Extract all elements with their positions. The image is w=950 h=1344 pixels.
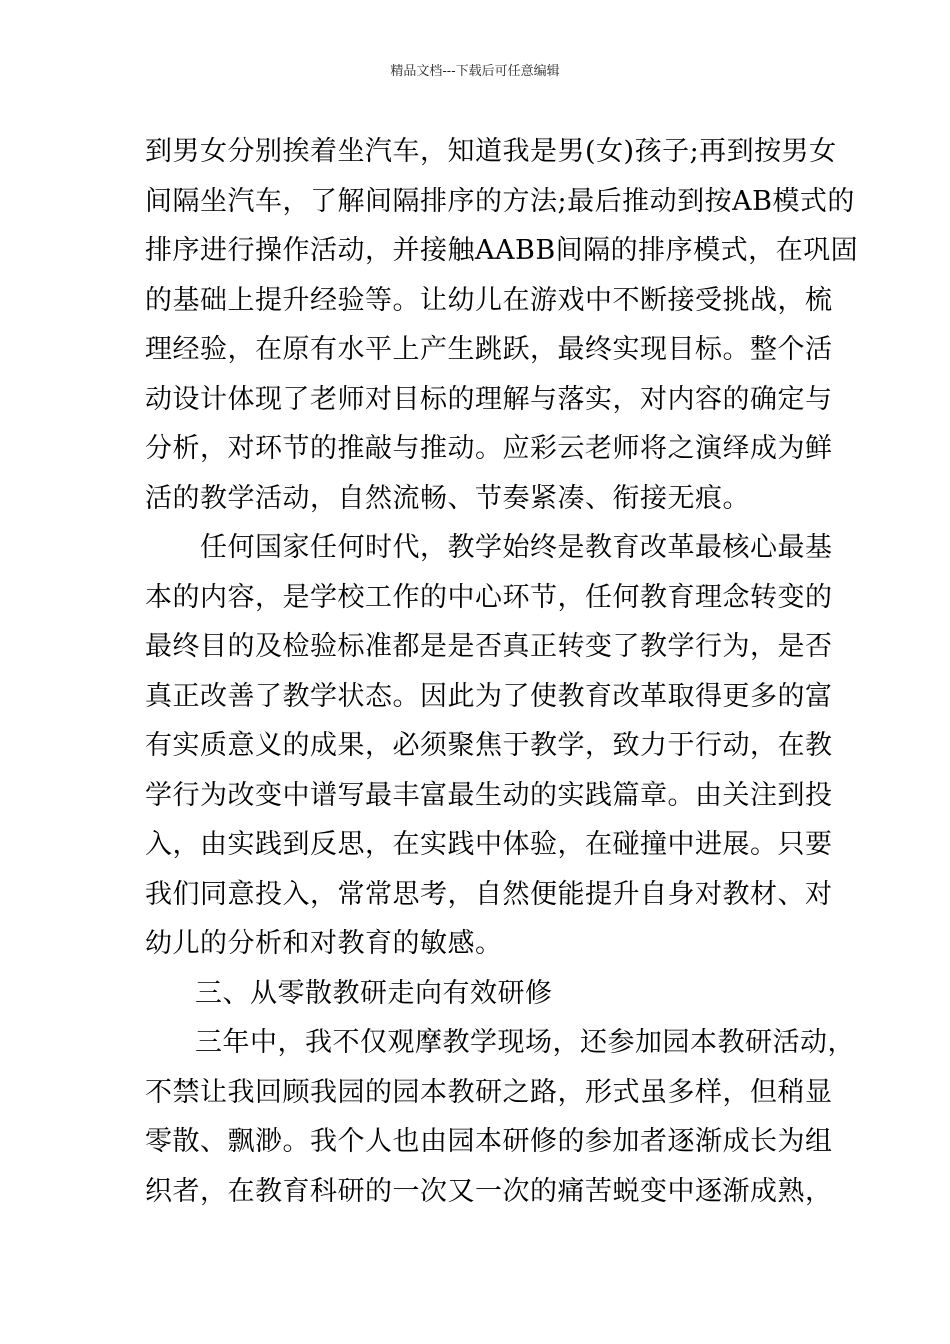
paragraph-start-line: 任何国家任何时代，教学始终是教育改革最核心最基 bbox=[200, 532, 833, 563]
text-line: 最终目的及检验标准都是是否真正转变了教学行为，是否 bbox=[145, 631, 833, 662]
text-line: 零散、飘渺。我个人也由园本研修的参加者逐渐成长为组 bbox=[145, 1126, 833, 1157]
document-body bbox=[145, 127, 859, 1216]
text-line: 间隔坐汽车，了解间隔排序的方法;最后推动到按AB模式的 bbox=[145, 185, 855, 217]
text-line: 活的教学活动，自然流畅、节奏紧凑、衔接无痕。 bbox=[145, 482, 750, 514]
text-line: 织者，在教育科研的一次又一次的痛苦蜕变中逐渐成熟， bbox=[145, 1175, 833, 1207]
text-line: 理经验，在原有水平上产生跳跃，最终实现目标。整个活 bbox=[145, 334, 833, 365]
text-line: 的基础上提升经验等。让幼儿在游戏中不断接受挑战，梳 bbox=[145, 284, 833, 316]
text-line: 真正改善了教学状态。因此为了使教育改革取得更多的富 bbox=[145, 680, 833, 712]
text-line: 我们同意投入，常常思考，自然便能提升自身对教材、对 bbox=[145, 878, 833, 910]
text-line: 有实质意义的成果，必须聚焦于教学，致力于行动，在教 bbox=[145, 730, 833, 761]
text-line: 排序进行操作活动，并接触AABB间隔的排序模式，在巩固 bbox=[145, 235, 859, 266]
text-line: 入，由实践到反思，在实践中体验，在碰撞中进展。只要 bbox=[145, 829, 833, 860]
text-line: 本的内容，是学校工作的中心环节，任何教育理念转变的 bbox=[145, 581, 833, 613]
section-heading: 三、从零散教研走向有效研修 bbox=[195, 977, 553, 1009]
page-header: 精品文档---下载后可任意编辑 bbox=[390, 64, 560, 79]
text-line: 不禁让我回顾我园的园本教研之路，形式虽多样，但稍显 bbox=[145, 1076, 833, 1108]
text-line: 幼儿的分析和对教育的敏感。 bbox=[145, 928, 503, 959]
paragraph-start-line: 三年中，我不仅观摩教学现场，还参加园本教研活动， bbox=[195, 1027, 855, 1058]
text-line: 分析，对环节的推敲与推动。应彩云老师将之演绎成为鲜 bbox=[145, 433, 833, 464]
text-line: 学行为改变中谱写最丰富最生动的实践篇章。由关注到投 bbox=[145, 779, 833, 811]
text-line: 动设计体现了老师对目标的理解与落实，对内容的确定与 bbox=[145, 383, 833, 415]
text-line: 到男女分别挨着坐汽车，知道我是男(女)孩子;再到按男女 bbox=[145, 136, 837, 167]
